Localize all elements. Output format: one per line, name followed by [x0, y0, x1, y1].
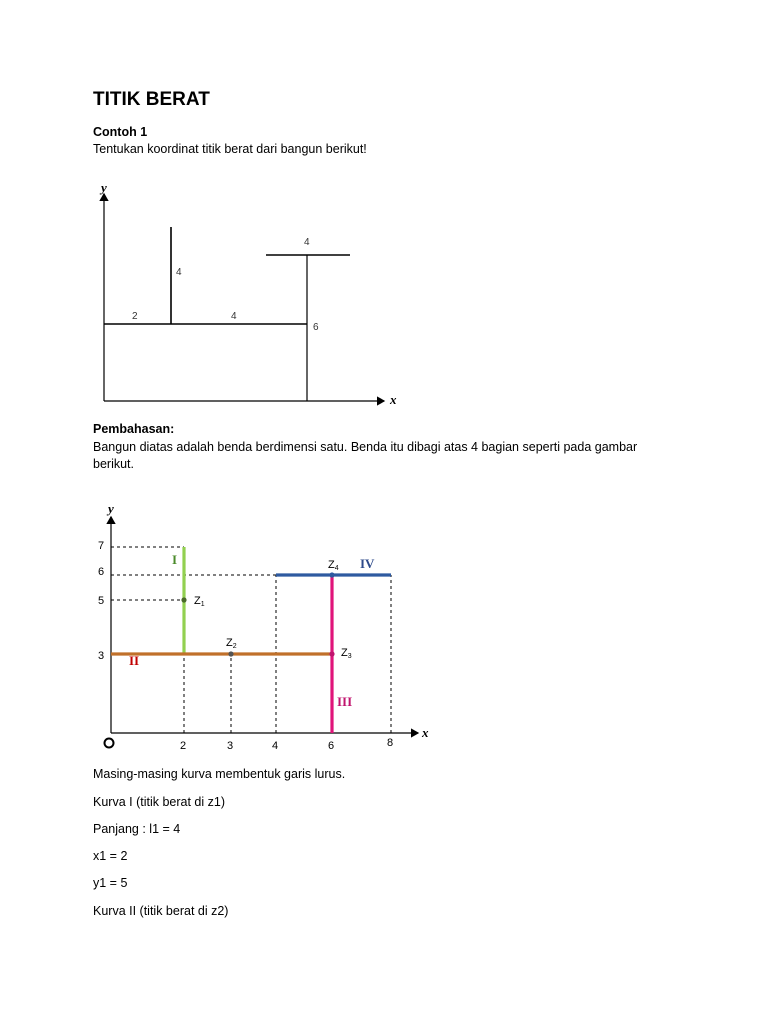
segment-label-II: II [129, 653, 140, 668]
text-line-3: Panjang : l1 = 4 [93, 822, 181, 836]
centroid-label-z3: Z3 [341, 647, 352, 660]
fig2-origin-marker [105, 739, 114, 748]
fig2-y-tick-7: 7 [98, 540, 105, 552]
centroid-z3 [329, 651, 334, 656]
fig2-y-tick-5: 5 [98, 595, 105, 607]
fig2-centroids [181, 572, 334, 656]
example-label: Contoh 1 [93, 125, 148, 139]
text-line-5: y1 = 5 [93, 876, 128, 890]
discussion-line-2: berikut. [93, 457, 134, 471]
text-line-4: x1 = 2 [93, 849, 128, 863]
centroid-z1 [181, 597, 186, 602]
centroid-label-z4: Z4 [328, 559, 339, 572]
fig1-label-top: 4 [304, 237, 310, 248]
segment-label-III: III [337, 694, 353, 709]
question-text: Tentukan koordinat titik berat dari bangun berikut! [93, 142, 367, 156]
text-line-1: Masing-masing kurva membentuk garis lurus. [93, 767, 346, 781]
fig1-label-left: 2 [132, 311, 138, 322]
centroid-z4 [329, 572, 334, 577]
fig2-x-label: x [422, 725, 429, 740]
fig2-x-tick-2: 2 [180, 740, 187, 752]
centroid-label-z2: Z2 [226, 637, 237, 650]
fig1-x-label: x [390, 392, 397, 407]
discussion-line-1: Bangun diatas adalah benda berdimensi satu. Benda itu dibagi atas 4 bagian seperti pada gambar [93, 440, 638, 454]
fig2-x-tick-6: 6 [328, 740, 335, 752]
segment-label-I: I [172, 552, 178, 567]
fig2-x-tick-3: 3 [227, 740, 234, 752]
centroid-z2 [228, 651, 233, 656]
fig1-label-middle: 4 [231, 311, 237, 322]
fig2-y-tick-3: 3 [98, 650, 105, 662]
page-title: TITIK BERAT [93, 89, 210, 110]
text-line-6: Kurva II (titik berat di z2) [93, 904, 229, 918]
fig2-y-label: y [108, 501, 114, 516]
discussion-label: Pembahasan: [93, 422, 175, 436]
fig1-label-vertical: 4 [176, 267, 182, 278]
fig2-x-tick-4: 4 [272, 740, 279, 752]
fig1-label-right: 6 [313, 322, 319, 333]
fig1-y-label: y [101, 180, 107, 195]
segment-label-IV: IV [360, 556, 375, 571]
centroid-label-z1: Z1 [194, 595, 205, 608]
text-line-2: Kurva I (titik berat di z1) [93, 795, 225, 809]
fig2-x-tick-8: 8 [387, 737, 394, 749]
fig2-y-tick-6: 6 [98, 566, 105, 578]
